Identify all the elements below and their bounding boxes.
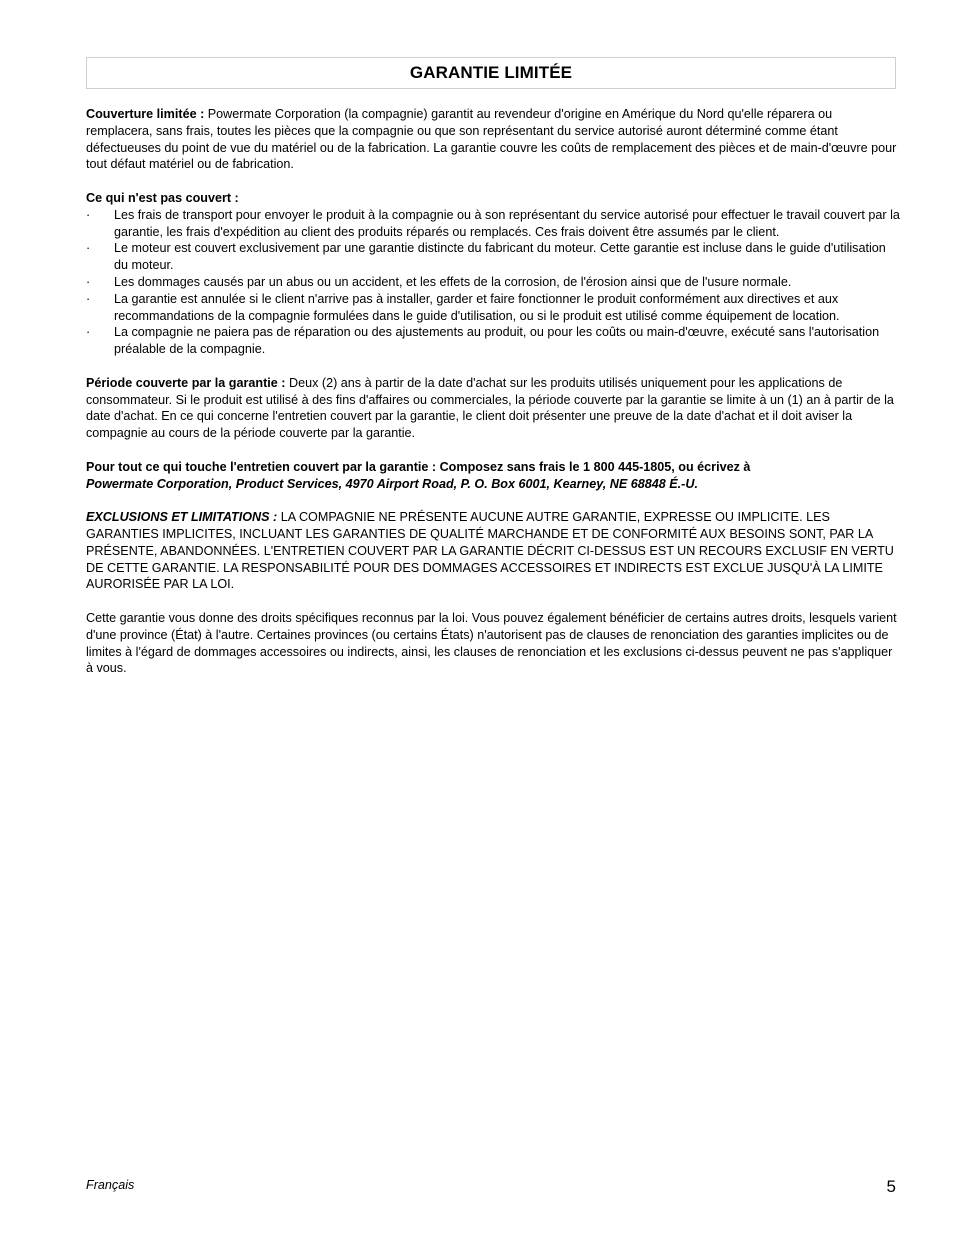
footer-language: Français — [86, 1178, 135, 1192]
list-item-text: La compagnie ne paiera pas de réparation ou des ajustements au produit, ou pour les coûts ou main-d'œuvre, exécuté sans l'autorisation préalable de la compagnie. — [114, 325, 880, 357]
bullet-glyph: · — [86, 241, 91, 256]
bullet-glyph: · — [86, 291, 91, 306]
bullet-glyph: · — [86, 274, 91, 289]
list-item — [86, 240, 900, 274]
exclusions-text: LA COMPAGNIE NE PRÉSENTE AUCUNE AUTRE GARANTIE, EXPRESSE OU IMPLICITE. LES GARANTIES IMPLICITES, INCLUANT LES GARANTIES DE QUALITÉ MARCHANDE ET DE CONFORMITÉ AUX BESOINS SONT, PAR LA PRÉSENTE, ABANDONNÉES. L'ENTRETIEN COUVERT PAR LA GARANTIE DÉCRIT CI-DESSUS EST UN RECOURS EXCLUSIF EN VERTU DE CETTE GARANTIE. LA RESPONSABILITÉ POUR DES DOMMAGES ACCESSOIRES ET INDIRECTS EST EXCLUE JUSQU'À LA LIMITE AURORISÉE PAR LA LOI. — [86, 510, 894, 592]
page-title: GARANTIE LIMITÉE — [409, 63, 573, 82]
service-line-1: Pour tout ce qui touche l'entretien couvert par la garantie : Composez sans frais le 1 800 445-1805, ou écrivez à — [86, 459, 751, 474]
service-address: Powermate Corporation, Product Services, 4970 Airport Road, P. O. Box 6001, Kearney, NE 68848 É.-U. — [86, 476, 698, 491]
list-item-text: La garantie est annulée si le client n'arrive pas à installer, garder et faire fonctionner le produit conformément aux directives et aux recommandations de la compagnie formulées dans le guide d'utilisation, ou si le produit est utilisé comme équipement de location. — [114, 291, 840, 323]
title-box — [86, 57, 896, 89]
period-label: Période couverte par la garantie : — [86, 375, 286, 390]
list-item-text: Les frais de transport pour envoyer le produit à la compagnie ou à son représentant du service autorisé pour effectuer le travail couvert par la garantie, les frais d'expédition au client des produits réparés ou remplacés. Ces frais doivent être assumés par le client. — [114, 207, 900, 239]
coverage-label: Couverture limitée : — [86, 107, 205, 121]
list-item — [86, 291, 900, 325]
exclusions-label: EXCLUSIONS ET LIMITATIONS : — [86, 510, 278, 525]
rights-paragraph: Cette garantie vous donne des droits spécifiques reconnus par la loi. Vous pouvez également bénéficier de certains autres droits, lesquels varient d'une province (État) à l'autre. Certaines provinces (ou certains États) n'autorisent pas de clauses de renonciation des garanties implicites ou de limites à l'égard de dommages accessoires ou indirects, ainsi, les clauses de renonciation et les exclusions ci-dessus peuvent ne pas s'appliquer à vous. — [86, 610, 897, 676]
not-covered-list — [86, 207, 900, 358]
list-item — [86, 324, 900, 358]
coverage-paragraph — [86, 106, 900, 173]
bullet-glyph: · — [86, 207, 91, 222]
not-covered-heading: Ce qui n'est pas couvert : — [86, 190, 239, 205]
page-number: 5 — [886, 1177, 896, 1196]
warranty-content — [86, 106, 900, 694]
service-paragraph — [86, 459, 900, 493]
list-item — [86, 207, 900, 241]
period-text: Deux (2) ans à partir de la date d'achat sur les produits utilisés uniquement pour les applications de consommateur. Si le produit est utilisé à des fins d'affaires ou commerciales, la période couverte par la garantie se limite à un (1) an à partir de la date d'achat. En ce qui concerne l'entretien couvert par la garantie, le client doit présenter une preuve de la date d'achat et il doit aviser la compagnie au cours de la période couverte par la garantie. — [86, 375, 894, 441]
list-item — [86, 274, 900, 291]
list-item-text: Le moteur est couvert exclusivement par une garantie distincte du fabricant du moteur. Cette garantie est incluse dans le guide d'utilisation du moteur. — [114, 241, 886, 273]
coverage-text: Powermate Corporation (la compagnie) garantit au revendeur d'origine en Amérique du Nord qu'elle réparera ou remplacera, sans frais, toutes les pièces que la compagnie ou que son représentant du service autorisé auront déterminé comme étant défectueuses du point de vue du matériel ou de la fabrication. La garantie couvre les coûts de remplacement des pièces et de main-d'œuvre pour tout défaut matériel ou de fabrication. — [86, 107, 897, 172]
bullet-glyph: · — [86, 325, 91, 340]
list-item-text: Les dommages causés par un abus ou un accident, et les effets de la corrosion, de l'érosion ainsi que de l'usure normale. — [114, 274, 792, 289]
period-paragraph — [86, 375, 900, 442]
exclusions-paragraph — [86, 509, 900, 593]
